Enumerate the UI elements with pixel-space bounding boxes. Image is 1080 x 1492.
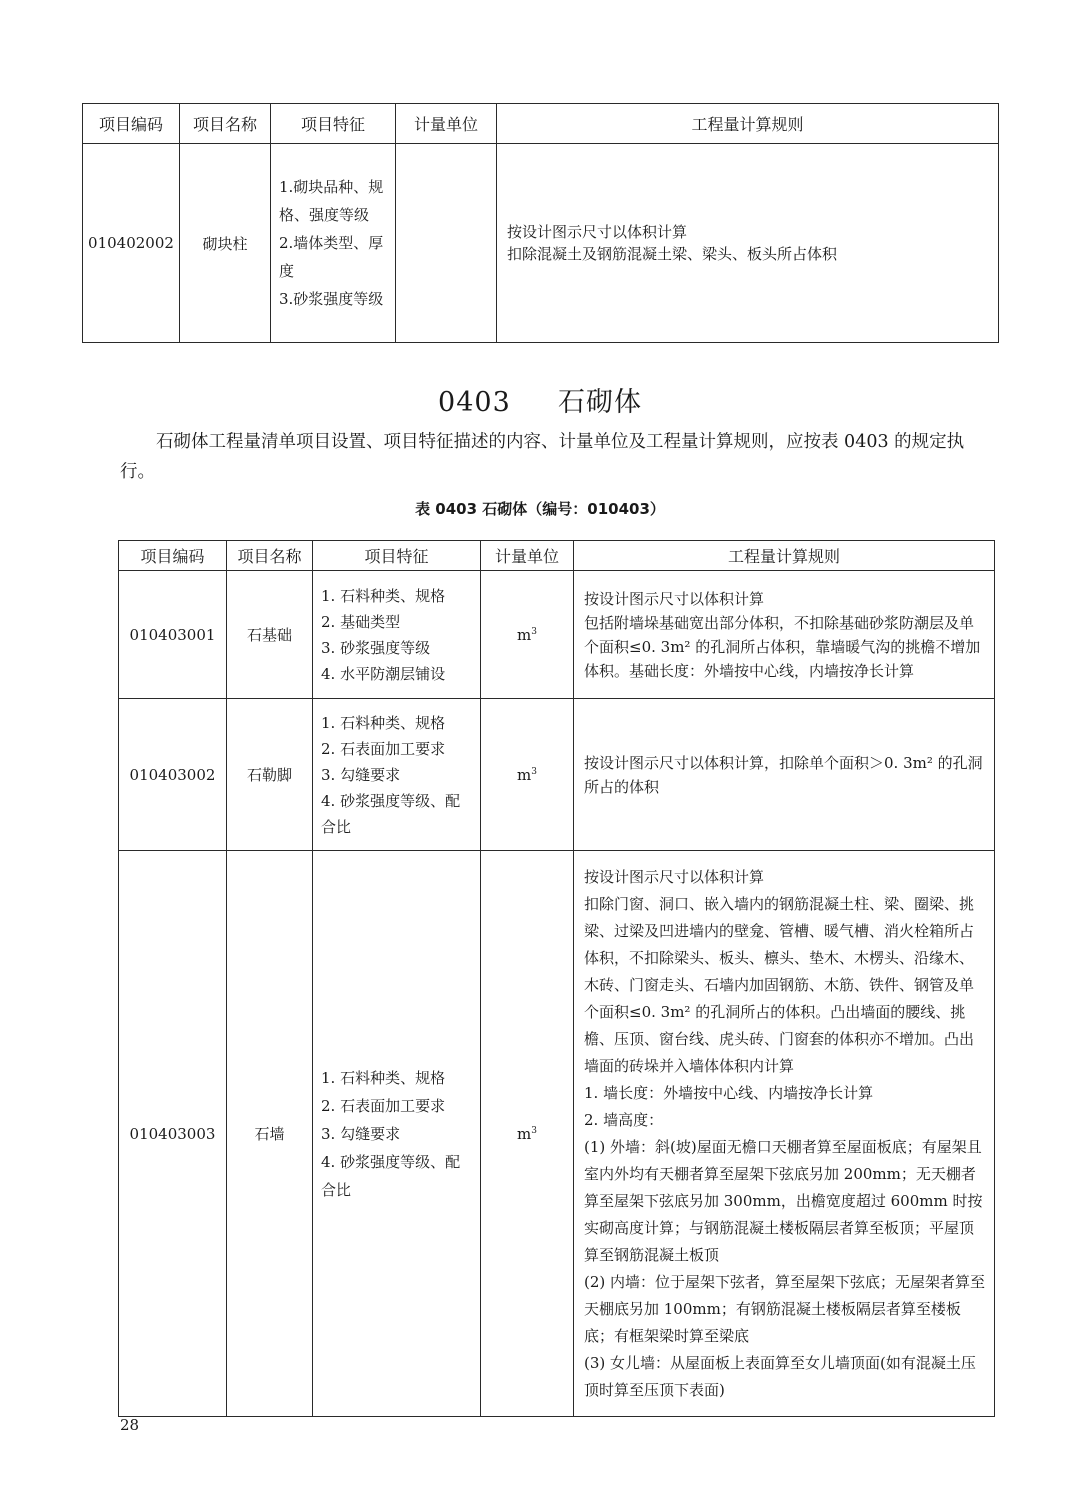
rule-line: 按设计图示尺寸以体积计算，扣除单个面积＞0. 3m² 的孔洞所占的体积: [584, 753, 983, 796]
rule-line: 1. 墙长度：外墙按中心线、内墙按净长计算: [584, 1083, 874, 1102]
feature-line: 4. 水平防潮层铺设: [321, 664, 446, 683]
table-row: [119, 699, 995, 851]
section-paragraph: 石砌体工程量清单项目设置、项目特征描述的内容、计量单位及工程量计算规则，应按表 0403 的规定执行。: [120, 432, 965, 482]
table-row: [83, 144, 999, 343]
feature-line: 3. 砂浆强度等级: [321, 638, 431, 657]
feature-line: 2. 基础类型: [321, 612, 401, 631]
item-code: 010403002: [119, 699, 227, 851]
item-rules: [497, 144, 999, 343]
item-unit: [396, 144, 497, 343]
table-header-row: [119, 541, 995, 571]
feature-line: 1. 石料种类、规格: [321, 713, 446, 732]
item-name: 石勒脚: [227, 699, 313, 851]
col-header-unit: 计量单位: [481, 541, 574, 571]
page-number: 28: [120, 1416, 140, 1434]
table-0403: [118, 540, 995, 1417]
col-header-features: 项目特征: [313, 541, 481, 571]
item-unit: [481, 699, 574, 851]
item-features: [271, 144, 396, 343]
feature-line: 3.砂浆强度等级: [279, 290, 384, 308]
col-header-unit: 计量单位: [396, 104, 497, 144]
unit-base: m: [517, 625, 532, 644]
col-header-name: 项目名称: [180, 104, 271, 144]
item-code: 010402002: [83, 144, 180, 343]
item-name: 石基础: [227, 571, 313, 699]
item-rules: [574, 851, 995, 1417]
item-features: [313, 571, 481, 699]
section-title: [0, 380, 1080, 419]
table-header-row: [83, 104, 999, 144]
rule-line: 按设计图示尺寸以体积计算: [584, 589, 765, 608]
item-unit: [481, 571, 574, 699]
rule-line: 按设计图示尺寸以体积计算: [507, 223, 688, 241]
feature-line: 4. 砂浆强度等级、配合比: [321, 1152, 461, 1199]
feature-line: 1. 石料种类、规格: [321, 1068, 446, 1087]
rule-line: 扣除门窗、洞口、嵌入墙内的钢筋混凝土柱、梁、圈梁、挑梁、过梁及凹进墙内的壁龛、管槽、暖气槽、消火栓箱所占体积，不扣除梁头、板头、檩头、垫木、木楞头、沿缘木、木砖、门窗走头、石墙内加固钢筋、木筋、铁件、钢管及单个面积≤0. 3m² 的孔洞所占的体积。凸出墙面的腰线、挑檐、压顶、窗台线、虎头砖、门窗套的体积亦不增加。凸出墙面的砖垛并入墙体体积内计算: [584, 894, 975, 1075]
feature-line: 3. 勾缝要求: [321, 765, 401, 784]
rule-line: 按设计图示尺寸以体积计算: [584, 867, 765, 886]
rule-line: (2) 内墙：位于屋架下弦者，算至屋架下弦底；无屋架者算至天棚底另加 100mm；有钢筋混凝土楼板隔层者算至楼板底；有框架梁时算至梁底: [584, 1272, 986, 1345]
unit-base: m: [517, 1124, 532, 1143]
item-name: 砌块柱: [180, 144, 271, 343]
item-unit: [481, 851, 574, 1417]
section-name: 石砌体: [557, 387, 642, 418]
rule-line: 2. 墙高度：: [584, 1110, 664, 1129]
item-features: [313, 699, 481, 851]
item-code: 010403001: [119, 571, 227, 699]
feature-line: 4. 砂浆强度等级、配合比: [321, 791, 461, 836]
rule-line: (3) 女儿墙：从屋面板上表面算至女儿墙顶面(如有混凝土压顶时算至压顶下表面): [584, 1353, 976, 1399]
item-rules: [574, 571, 995, 699]
col-header-code: 项目编码: [83, 104, 180, 144]
item-code: 010403003: [119, 851, 227, 1417]
feature-line: 2. 石表面加工要求: [321, 1096, 446, 1115]
table-010402: [82, 103, 999, 343]
unit-exponent: 3: [531, 1125, 537, 1136]
feature-line: 2.墙体类型、厚度: [279, 234, 384, 280]
item-rules: [574, 699, 995, 851]
feature-line: 1.砌块品种、规格、强度等级: [279, 178, 384, 224]
feature-line: 2. 石表面加工要求: [321, 739, 446, 758]
table-caption: 表 0403 石砌体（编号：010403）: [415, 500, 665, 518]
unit-exponent: 3: [531, 766, 537, 777]
feature-line: 3. 勾缝要求: [321, 1124, 401, 1143]
unit-exponent: 3: [531, 626, 537, 637]
col-header-name: 项目名称: [227, 541, 313, 571]
col-header-rules: 工程量计算规则: [574, 541, 995, 571]
feature-line: 1. 石料种类、规格: [321, 586, 446, 605]
col-header-code: 项目编码: [119, 541, 227, 571]
rule-line: (1) 外墙：斜(坡)屋面无檐口天棚者算至屋面板底；有屋架且室内外均有天棚者算至屋架下弦底另加 200mm；无天棚者算至屋架下弦底另加 300mm，出檐宽度超过 600mm 时按实砌高度计算；与钢筋混凝土楼板隔层者算至板顶；平屋顶算至钢筋混凝土板顶: [584, 1137, 983, 1264]
col-header-features: 项目特征: [271, 104, 396, 144]
rule-line: 包括附墙垛基础宽出部分体积，不扣除基础砂浆防潮层及单个面积≤0. 3m² 的孔洞所占体积，靠墙暖气沟的挑檐不增加体积。基础长度：外墙按中心线，内墙按净长计算: [584, 613, 981, 680]
unit-base: m: [517, 765, 532, 784]
item-features: [313, 851, 481, 1417]
section-number: 0403: [438, 387, 511, 418]
table-row: [119, 851, 995, 1417]
table-row: [119, 571, 995, 699]
rule-line: 扣除混凝土及钢筋混凝土梁、梁头、板头所占体积: [507, 245, 838, 263]
item-name: 石墙: [227, 851, 313, 1417]
col-header-rules: 工程量计算规则: [497, 104, 999, 144]
